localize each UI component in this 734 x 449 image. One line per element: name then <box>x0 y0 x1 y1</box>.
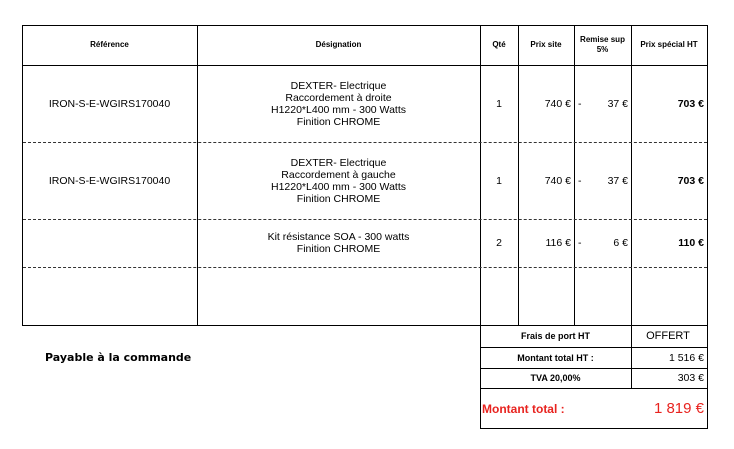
total-ht-label: Montant total HT : <box>517 352 594 363</box>
row-site-price: 740 € <box>544 174 571 187</box>
header-site-price: Prix site <box>530 40 562 49</box>
header-special-price: Prix spécial HT <box>640 40 698 49</box>
total-ht-value: 1 516 € <box>668 351 704 364</box>
designation-line: Finition CHROME <box>296 243 381 255</box>
grand-total-label: Montant total : <box>482 401 565 416</box>
designation-line: Kit résistance SOA - 300 watts <box>267 231 410 243</box>
shipping-label: Frais de port HT <box>520 331 590 341</box>
designation-line: Raccordement à droite <box>285 91 392 104</box>
row-reference: IRON-S-E-WGIRS170040 <box>48 97 171 110</box>
designation-line: DEXTER- Electrique <box>290 79 387 92</box>
row-reference <box>22 219 197 267</box>
row-special-price: 703 € <box>677 174 704 187</box>
header-reference: Référence <box>90 40 129 49</box>
header-discount-line1: Remise sup <box>580 35 625 44</box>
designation-line: Finition CHROME <box>296 192 381 205</box>
row-discount-sign: - <box>578 97 582 110</box>
row-discount: 6 € <box>613 237 628 249</box>
designation-line: H1220*L400 mm - 300 Watts <box>270 103 406 116</box>
row-special-price: 703 € <box>677 97 704 110</box>
shipping-value: OFFERT <box>646 330 690 342</box>
vat-value: 303 € <box>677 372 704 384</box>
row-designation <box>197 219 480 267</box>
vat-label: TVA 20,00% <box>530 373 581 383</box>
row-site-price: 116 € <box>545 237 571 249</box>
header-discount <box>574 25 631 65</box>
designation-line: H1220*L400 mm - 300 Watts <box>270 180 406 193</box>
grand-total-value: 1 819 € <box>653 400 704 417</box>
row-designation <box>197 65 480 142</box>
row-discount-sign: - <box>578 237 582 249</box>
row-site-price: 740 € <box>544 97 571 110</box>
row-qty: 2 <box>496 237 502 249</box>
header-designation: Désignation <box>315 40 362 49</box>
row-qty: 1 <box>496 97 502 110</box>
row-reference: IRON-S-E-WGIRS170040 <box>48 174 171 187</box>
header-discount-line2: 5% <box>596 45 609 54</box>
designation-line: DEXTER- Electrique <box>290 156 387 169</box>
designation-line: Finition CHROME <box>296 115 381 128</box>
header-qty: Qté <box>492 40 506 49</box>
payment-note: Payable à la commande <box>45 351 192 364</box>
row-designation <box>197 142 480 219</box>
row-discount-sign: - <box>578 174 582 187</box>
row-qty: 1 <box>496 174 502 187</box>
row-discount: 37 € <box>607 97 628 110</box>
designation-line: Raccordement à gauche <box>281 168 396 181</box>
row-special-price: 110 € <box>678 237 704 249</box>
row-discount: 37 € <box>607 174 628 187</box>
